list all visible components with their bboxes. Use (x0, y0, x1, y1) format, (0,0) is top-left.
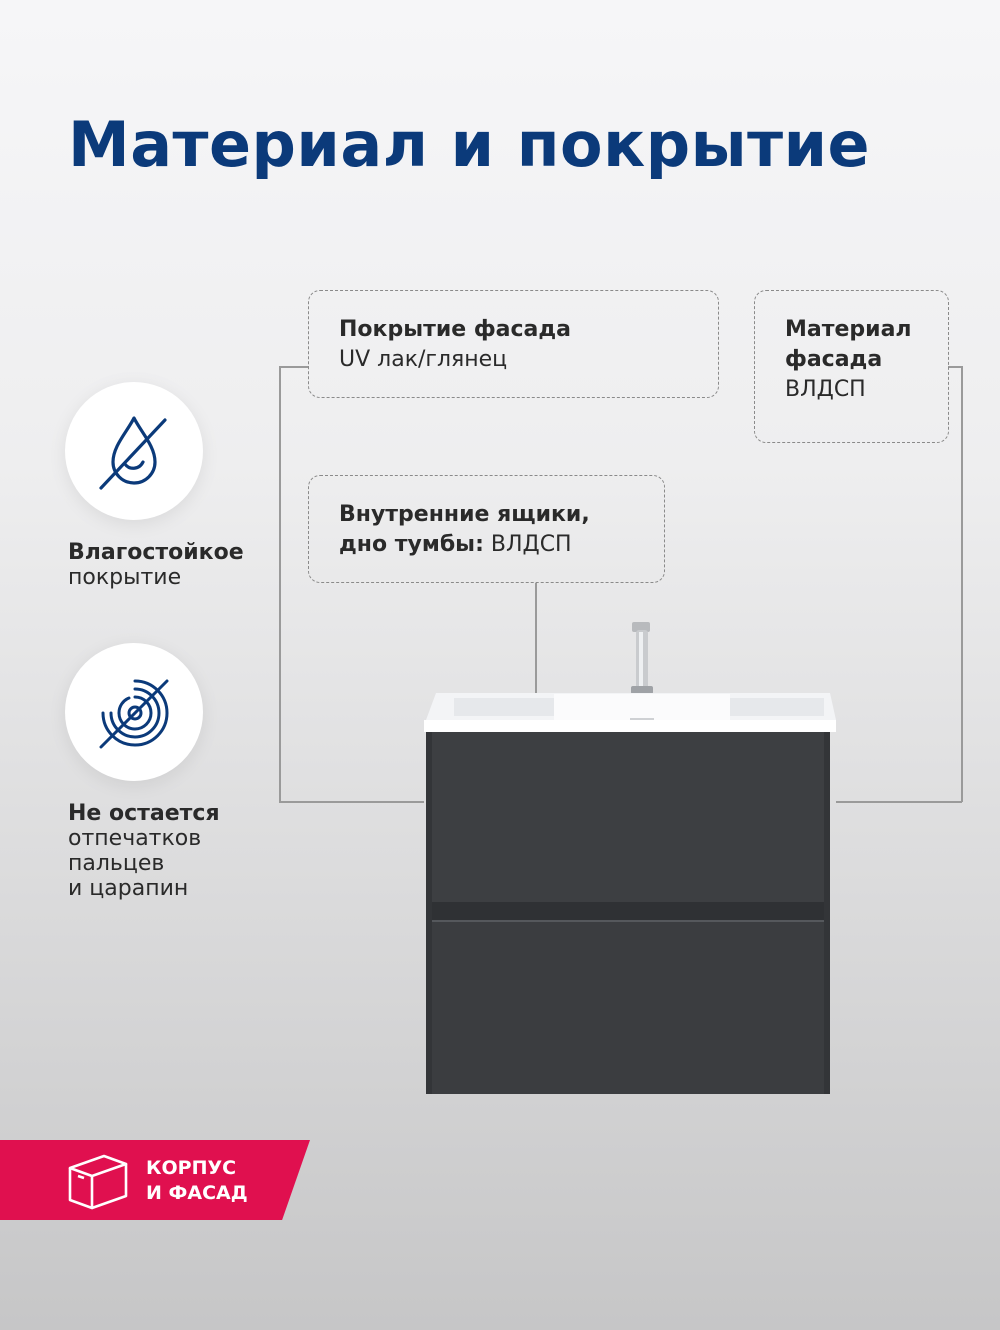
banner-label (146, 1156, 248, 1206)
inner-drawers-callout (308, 475, 665, 583)
connector-line (279, 366, 281, 802)
connector-line (279, 801, 424, 803)
feature-line: покрытие (68, 565, 182, 590)
callout-value: ВЛДСП (483, 532, 572, 557)
callout-label: Внутренние ящики, (339, 502, 590, 527)
feature-fingerprint (68, 801, 220, 901)
connector-line (961, 366, 963, 802)
banner-line: И ФАСАД (146, 1182, 248, 1204)
facade-material-callout (754, 290, 949, 443)
callout-value: ВЛДСП (785, 377, 866, 402)
callout-label: дно тумбы: (339, 532, 484, 557)
callout-label: Покрытие фасада (339, 317, 572, 342)
feature-line: отпечатков (68, 826, 202, 851)
feature-title: Не остается (68, 801, 220, 826)
callout-label: Материал (785, 317, 912, 342)
banner-line: КОРПУС (146, 1157, 237, 1179)
fingerprint-crossed-icon (65, 643, 203, 781)
feature-line: и царапин (68, 876, 189, 901)
facade-coating-callout (308, 290, 719, 398)
callout-value: UV лак/глянец (339, 347, 508, 372)
callout-label: фасада (785, 347, 883, 372)
page-title: Материал и покрытие (68, 108, 871, 181)
connector-line (836, 801, 962, 803)
connector-line (948, 366, 962, 368)
feature-title: Влагостойкое (68, 540, 244, 565)
vanity-cabinet-image (418, 620, 838, 1095)
water-drop-crossed-icon (65, 382, 203, 520)
box-icon (64, 1146, 130, 1212)
feature-line: пальцев (68, 851, 165, 876)
connector-line (279, 366, 309, 368)
feature-moisture (68, 540, 244, 590)
